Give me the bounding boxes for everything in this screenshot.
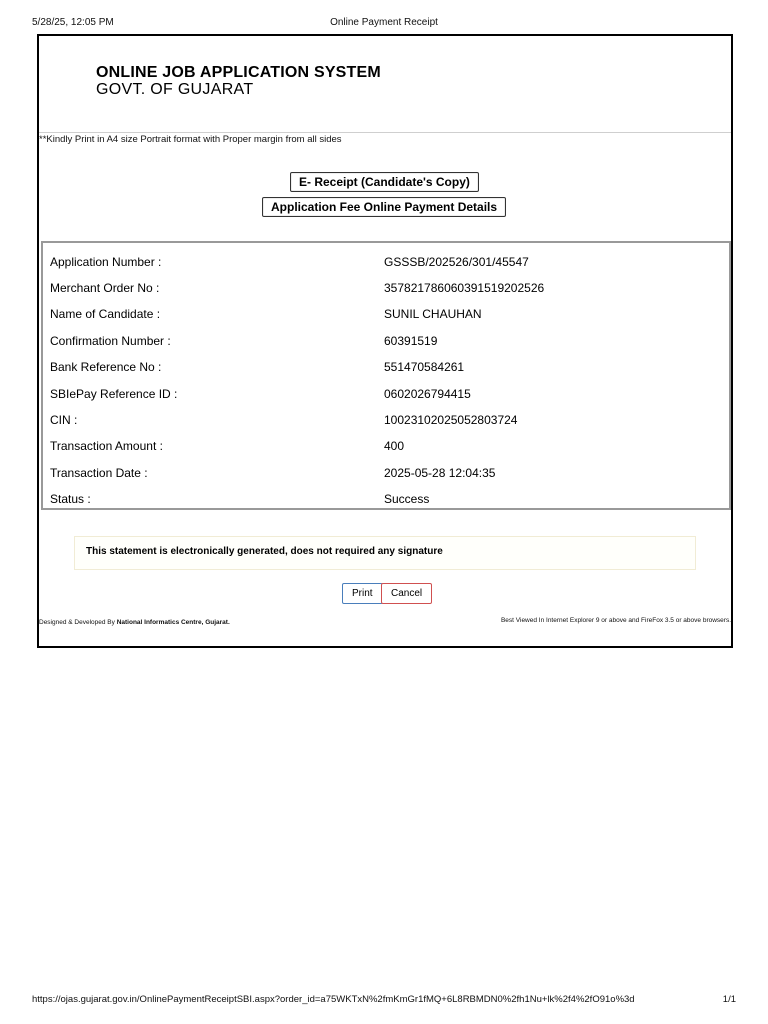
system-subtitle: GOVT. OF GUJARAT <box>96 81 254 98</box>
detail-label: Transaction Amount : <box>50 439 163 453</box>
system-title: ONLINE JOB APPLICATION SYSTEM <box>96 64 381 81</box>
receipt-caption: E- Receipt (Candidate's Copy) <box>290 172 479 192</box>
print-datetime: 5/28/25, 12:05 PM <box>32 17 114 28</box>
detail-value: GSSSB/202526/301/45547 <box>384 255 529 269</box>
detail-value: 0602026794415 <box>384 387 471 401</box>
detail-row <box>50 439 729 457</box>
developer-prefix: Designed & Developed By <box>39 619 115 626</box>
print-button[interactable]: Print <box>342 583 383 604</box>
print-header <box>32 17 736 31</box>
detail-row <box>50 360 729 378</box>
detail-value: 60391519 <box>384 334 438 348</box>
detail-row <box>50 466 729 484</box>
signature-statement <box>74 536 696 570</box>
detail-value: 400 <box>384 439 405 453</box>
detail-value: 2025-05-28 12:04:35 <box>384 466 496 480</box>
payment-details-caption: Application Fee Online Payment Details <box>262 197 506 217</box>
detail-value: SUNIL CHAUHAN <box>384 307 482 321</box>
detail-row <box>50 413 729 431</box>
detail-value: Success <box>384 492 430 506</box>
statement-text: This statement is electronically generated, does not required any signature <box>86 546 443 557</box>
detail-row <box>50 281 729 299</box>
browser-note: Best Viewed In Internet Explorer 9 or above and FireFox 3.5 or above browsers. <box>500 617 731 624</box>
developer-org: National Informatics Centre, Gujarat. <box>116 619 230 626</box>
detail-label: Name of Candidate : <box>50 307 161 321</box>
cancel-button[interactable]: Cancel <box>381 583 432 604</box>
detail-label: Transaction Date : <box>50 466 148 480</box>
detail-value: 551470584261 <box>384 360 465 374</box>
detail-label: Application Number : <box>50 255 162 269</box>
print-footer <box>32 994 736 1008</box>
payment-details-table <box>41 241 731 510</box>
detail-label: Confirmation Number : <box>50 334 171 348</box>
detail-value: 35782178606039151920252​6 <box>384 281 545 295</box>
print-doc-title: Online Payment Receipt <box>330 17 438 28</box>
detail-label: Bank Reference No : <box>50 360 162 374</box>
detail-label: Merchant Order No : <box>50 281 160 295</box>
detail-row <box>50 334 729 352</box>
receipt-frame <box>37 34 733 648</box>
header-section <box>39 36 731 133</box>
detail-label: CIN : <box>50 413 78 427</box>
page-number: 1/1 <box>722 994 736 1005</box>
detail-label: Status : <box>50 492 91 506</box>
detail-value: 10023102025052803724 <box>384 413 518 427</box>
detail-row <box>50 492 729 510</box>
detail-row <box>50 307 729 325</box>
developer-credit <box>39 619 230 626</box>
print-instruction-note: **Kindly Print in A4 size Portrait format with Proper margin from all sides <box>39 134 342 145</box>
page-url: https://ojas.gujarat.gov.in/OnlinePaymentReceiptSBI.aspx?order_id=a75WKTxN%2fmKmGr1fMQ+6L8RBMDN0%2fh1Nu+lk%2f4%2fO91o%3d <box>32 994 635 1005</box>
detail-label: SBIePay Reference ID : <box>50 387 178 401</box>
detail-row <box>50 255 729 273</box>
detail-row <box>50 387 729 405</box>
